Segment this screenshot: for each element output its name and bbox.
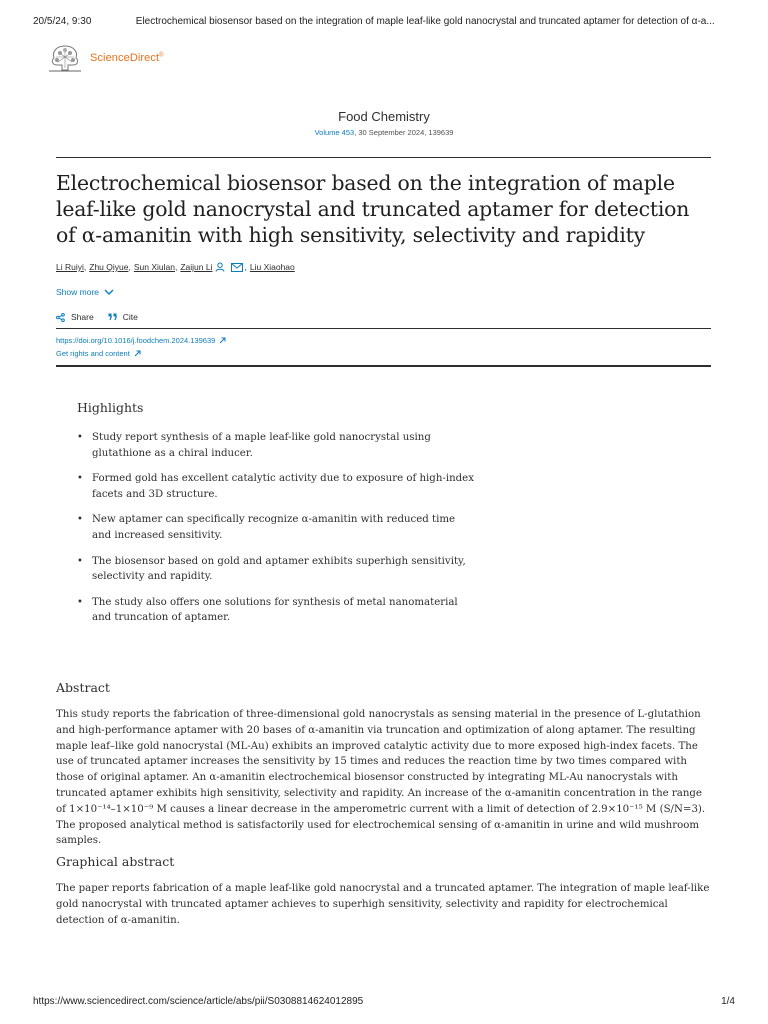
list-item: • Study report synthesis of a maple leaf-like gold nanocrystal using glutathione as a chiral inducer. xyxy=(77,432,431,459)
rights-text: Get rights and content xyxy=(56,349,130,358)
external-link-icon xyxy=(134,350,141,357)
chevron-down-icon xyxy=(104,289,114,295)
print-datetime: 20/5/24, 9:30 xyxy=(33,16,92,27)
quote-icon xyxy=(108,313,117,321)
show-more-label: Show more xyxy=(56,287,99,297)
share-icon xyxy=(56,313,65,322)
volume-link[interactable]: Volume 453 xyxy=(314,128,355,137)
cite-button[interactable] xyxy=(108,312,138,322)
print-page-number: 1/4 xyxy=(721,996,735,1007)
external-link-icon xyxy=(219,337,226,344)
journal-name[interactable]: Food Chemistry xyxy=(338,109,430,124)
list-item: • The biosensor based on gold and aptamer exhibits superhigh sensitivity, selectivity and rapidity. xyxy=(77,555,466,583)
highlights-list xyxy=(77,430,477,636)
cite-label: Cite xyxy=(122,312,138,322)
email-icon[interactable] xyxy=(231,263,243,272)
divider-actions xyxy=(56,328,711,329)
print-footer xyxy=(33,996,735,1007)
divider-content xyxy=(56,365,711,367)
person-icon[interactable] xyxy=(215,262,225,272)
print-page-title: Electrochemical biosensor based on the integration of maple leaf-like gold nanocrystal and truncated aptamer for detection of α-a... xyxy=(135,16,715,27)
list-item: • Formed gold has excellent catalytic activity due to exposure of high-index facets and 3D structure. xyxy=(77,473,474,500)
author-link[interactable]: Sun Xiulan xyxy=(133,262,175,272)
author-link[interactable]: Zaijun Li xyxy=(180,262,213,272)
article-actions xyxy=(56,312,152,322)
abstract-heading: Abstract xyxy=(56,680,110,695)
highlights-heading: Highlights xyxy=(77,400,144,415)
elsevier-tree-icon xyxy=(46,42,84,74)
issue-details: , 30 September 2024, 139639 xyxy=(354,128,454,137)
share-label: Share xyxy=(71,312,94,322)
abstract-text: This study reports the fabrication of three-dimensional gold nanocrystals as sensing material in the presence of L-glutathion and high-performance aptamer with 20 bases of α-amanitin via truncation and optimization of along aptamer. The resulting maple leaf–like gold nanocrystal (ML-Au) exhibits an improved catalytic activity due to more exposed high-index facets. The use of truncated aptamer increases the sensitivity by 15 times and reduces the reaction time by two times compared with those of original aptamer. An α-amanitin electrochemical biosensor constructed by integrating ML-Au nanocrystals with truncated aptamer exhibits high sensitivity, selectivity and rapidity. An increase of the α-amanitin concentration in the range of 1×10⁻¹⁴–1×10⁻⁹ M causes a linear decrease in the amperometric current with a limit of detection of 2.9×10⁻¹⁵ M (S/N=3). The proposed analytical method is satisfactorily used for electrochemical sensing of α-amanitin in urine and wild mushroom samples. xyxy=(56,709,706,847)
author-list: Li Ruiyi , Zhu Qiyue , Sun Xiulan , Zaijun Li , Liu Xiaohao xyxy=(56,262,295,272)
doi-link[interactable] xyxy=(56,336,226,345)
sciencedirect-logo[interactable] xyxy=(46,42,164,74)
brand-name: ScienceDirect® xyxy=(90,52,164,64)
list-item: • New aptamer can specifically recognize α-amanitin with reduced time and increased sensitivity. xyxy=(77,514,456,541)
divider-top xyxy=(56,157,711,158)
list-item: • The study also offers one solutions for synthesis of metal nanomaterial and truncation of aptamer. xyxy=(77,596,458,624)
article-title: Electrochemical biosensor based on the integration of maple leaf-like gold nanocrystal and truncated aptamer for detection of α-amanitin with high sensitivity, selectivity and rapidity xyxy=(56,171,690,247)
author-link[interactable]: Liu Xiaohao xyxy=(249,262,295,272)
author-link[interactable]: Li Ruiyi xyxy=(56,262,84,272)
print-url: https://www.sciencedirect.com/science/article/abs/pii/S0308814624012895 xyxy=(33,996,364,1007)
graphical-abstract-heading: Graphical abstract xyxy=(56,854,175,869)
share-button[interactable] xyxy=(56,312,94,322)
graphical-abstract-text: The paper reports fabrication of a maple leaf-like gold nanocrystal and a truncated aptamer. The integration of maple leaf-like gold nanocrystal with truncated aptamer achieves to superhigh sensitivity, selectivity and rapidity for electrochemical detection of α-amanitin. xyxy=(56,883,710,926)
print-header xyxy=(33,16,735,27)
author-link[interactable]: Zhu Qiyue xyxy=(89,262,129,272)
show-more-button[interactable] xyxy=(56,287,114,297)
journal-issue xyxy=(0,128,768,137)
doi-text: https://doi.org/10.1016/j.foodchem.2024.139639 xyxy=(56,336,216,345)
rights-link[interactable] xyxy=(56,349,141,358)
